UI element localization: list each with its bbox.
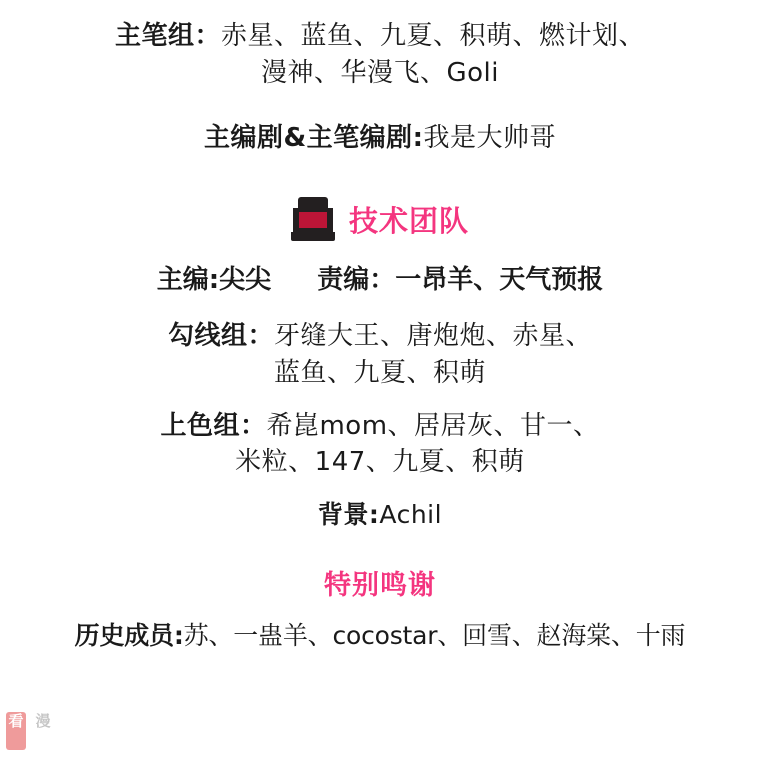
chief-editor	[157, 259, 271, 296]
spacer	[36, 398, 724, 408]
lineart-value: 蓝鱼、九夏、积萌	[273, 357, 486, 388]
history-members-credit	[36, 616, 724, 652]
credit-row	[36, 318, 724, 355]
writer-label: 主编剧&主笔编剧:	[203, 122, 424, 153]
background-credit	[36, 497, 724, 533]
responsible-editor-label: 责编：	[317, 264, 396, 295]
watermark	[6, 710, 60, 754]
coloring-value: 米粒、147、九夏、积萌	[235, 447, 525, 478]
coloring-label: 上色组：	[160, 410, 267, 441]
lineart-value: 牙缝大王、唐炮炮、赤星、	[274, 320, 593, 351]
history-label: 历史成员:	[74, 620, 184, 650]
history-value: 苏、一蛊羊、cocostar、回雪、赵海棠、十雨	[183, 620, 686, 650]
background-value: Achil	[379, 500, 443, 530]
writer-credit	[36, 120, 724, 157]
spacer	[36, 487, 724, 497]
stamp-icon	[291, 197, 335, 243]
credit-row	[36, 444, 724, 481]
lineart-credit	[36, 318, 724, 392]
responsible-editor-value: 一昂羊、天气预报	[395, 264, 604, 295]
credit-label: 主笔组：	[114, 21, 221, 51]
chief-editor-value: 尖尖	[219, 264, 272, 295]
credit-row	[36, 355, 724, 392]
coloring-value: 希崑mom、居居灰、甘一、	[266, 410, 600, 441]
special-thanks-title: 特别鸣谢	[324, 569, 436, 601]
spacer	[36, 98, 724, 120]
chief-editor-label: 主编:	[156, 264, 220, 295]
credit-row	[36, 408, 724, 445]
main-artists-credit	[36, 18, 724, 92]
responsible-editor	[317, 259, 603, 296]
credit-value: 漫神、华漫飞、Goli	[260, 57, 499, 88]
editors-row	[36, 259, 724, 296]
tech-team-heading	[36, 197, 724, 243]
lineart-label: 勾线组：	[167, 320, 274, 351]
credit-row	[36, 55, 724, 92]
credit-value: 赤星、蓝鱼、九夏、积萌、燃计划、	[221, 21, 646, 51]
spacer	[36, 157, 724, 187]
background-label: 背景:	[317, 500, 380, 530]
spacer	[36, 533, 724, 555]
watermark-char-2: 漫	[35, 712, 51, 730]
tech-team-title: 技术团队	[348, 204, 469, 239]
spacer	[36, 296, 724, 318]
writer-value: 我是大帅哥	[423, 122, 557, 153]
watermark-char-1: 看	[6, 712, 26, 750]
credit-row	[36, 18, 724, 55]
coloring-credit	[36, 408, 724, 482]
